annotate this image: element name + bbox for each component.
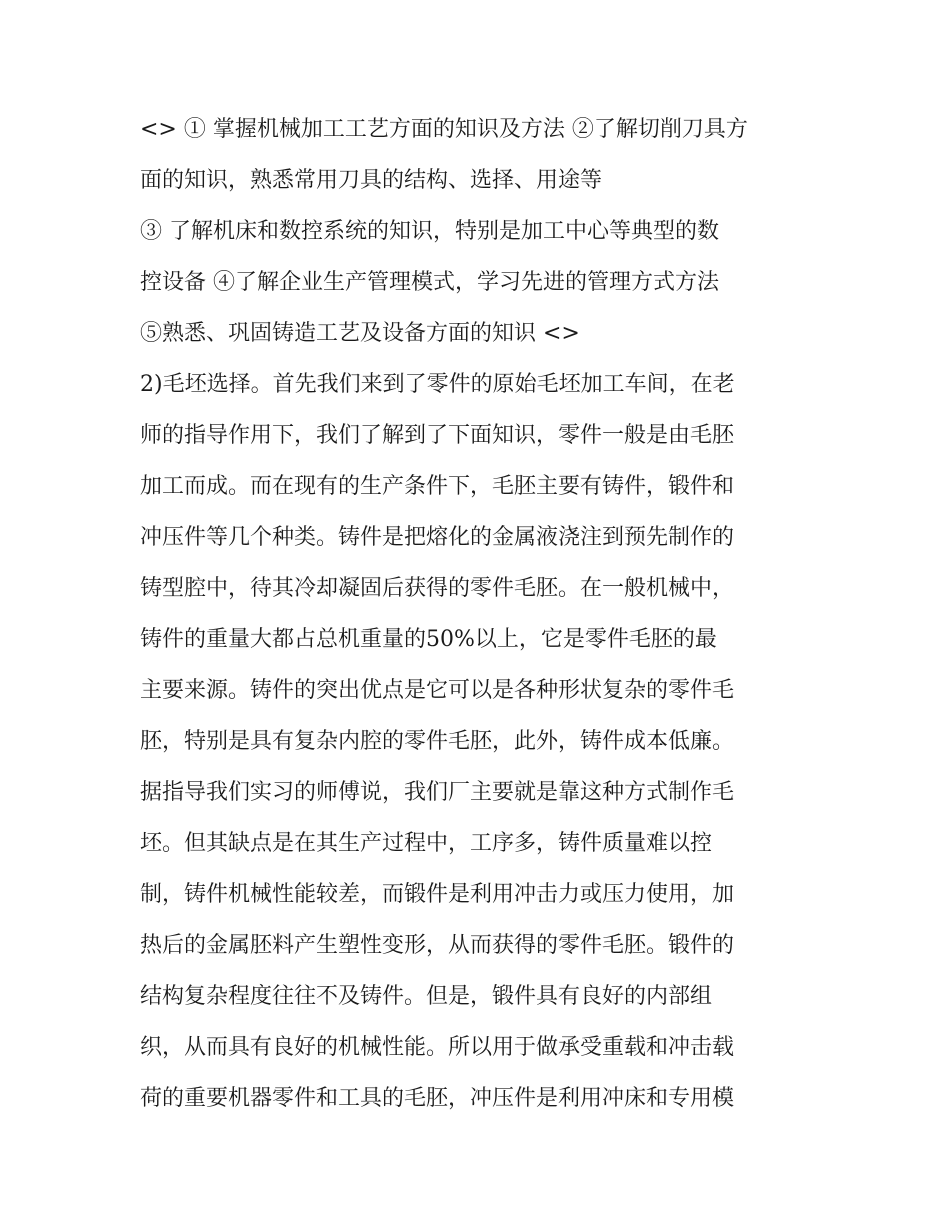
document-body — [140, 104, 815, 1124]
text-line: 加工而成。而在现有的生产条件下，毛胚主要有铸件，锻件和 — [140, 474, 735, 499]
text-line: 铸型腔中，待其冷却凝固后获得的零件毛胚。在一般机械中， — [140, 576, 735, 601]
text-line: 胚，特别是具有复杂内腔的零件毛胚，此外，铸件成本低廉。 — [140, 729, 735, 754]
text-line: 制，铸件机械性能较差，而锻件是利用冲击力或压力使用，加 — [140, 882, 735, 907]
text-line: 冲压件等几个种类。铸件是把熔化的金属液浇注到预先制作的 — [140, 525, 735, 550]
text-line: ⑤熟悉、巩固铸造工艺及设备方面的知识 <> — [140, 321, 580, 346]
text-line: 荷的重要机器零件和工具的毛胚，冲压件是利用冲床和专用模 — [140, 1086, 735, 1111]
text-line: 控设备 ④了解企业生产管理模式，学习先进的管理方式方法 — [140, 270, 719, 295]
text-line: 据指导我们实习的师傅说，我们厂主要就是靠这种方式制作毛 — [140, 780, 735, 805]
text-line: 2)毛坯选择。首先我们来到了零件的原始毛坯加工车间，在老 — [140, 372, 735, 397]
text-line: 主要来源。铸件的突出优点是它可以是各种形状复杂的零件毛 — [140, 678, 735, 703]
text-line: 热后的金属胚料产生塑性变形，从而获得的零件毛胚。锻件的 — [140, 933, 735, 958]
text-line: ③ 了解机床和数控系统的知识，特别是加工中心等典型的数 — [140, 219, 719, 244]
text-line: 铸件的重量大都占总机重量的50%以上，它是零件毛胚的最 — [140, 627, 717, 652]
text-line: 织，从而具有良好的机械性能。所以用于做承受重载和冲击载 — [140, 1035, 735, 1060]
text-line: 师的指导作用下，我们了解到了下面知识，零件一般是由毛胚 — [140, 423, 735, 448]
text-line: 面的知识，熟悉常用刀具的结构、选择、用途等 — [140, 168, 603, 193]
text-line: <> ① 掌握机械加工工艺方面的知识及方法 ②了解切削刀具方 — [140, 117, 748, 142]
text-line: 结构复杂程度往往不及铸件。但是，锻件具有良好的内部组 — [140, 984, 713, 1009]
text-line: 坯。但其缺点是在其生产过程中，工序多，铸件质量难以控 — [140, 831, 713, 856]
